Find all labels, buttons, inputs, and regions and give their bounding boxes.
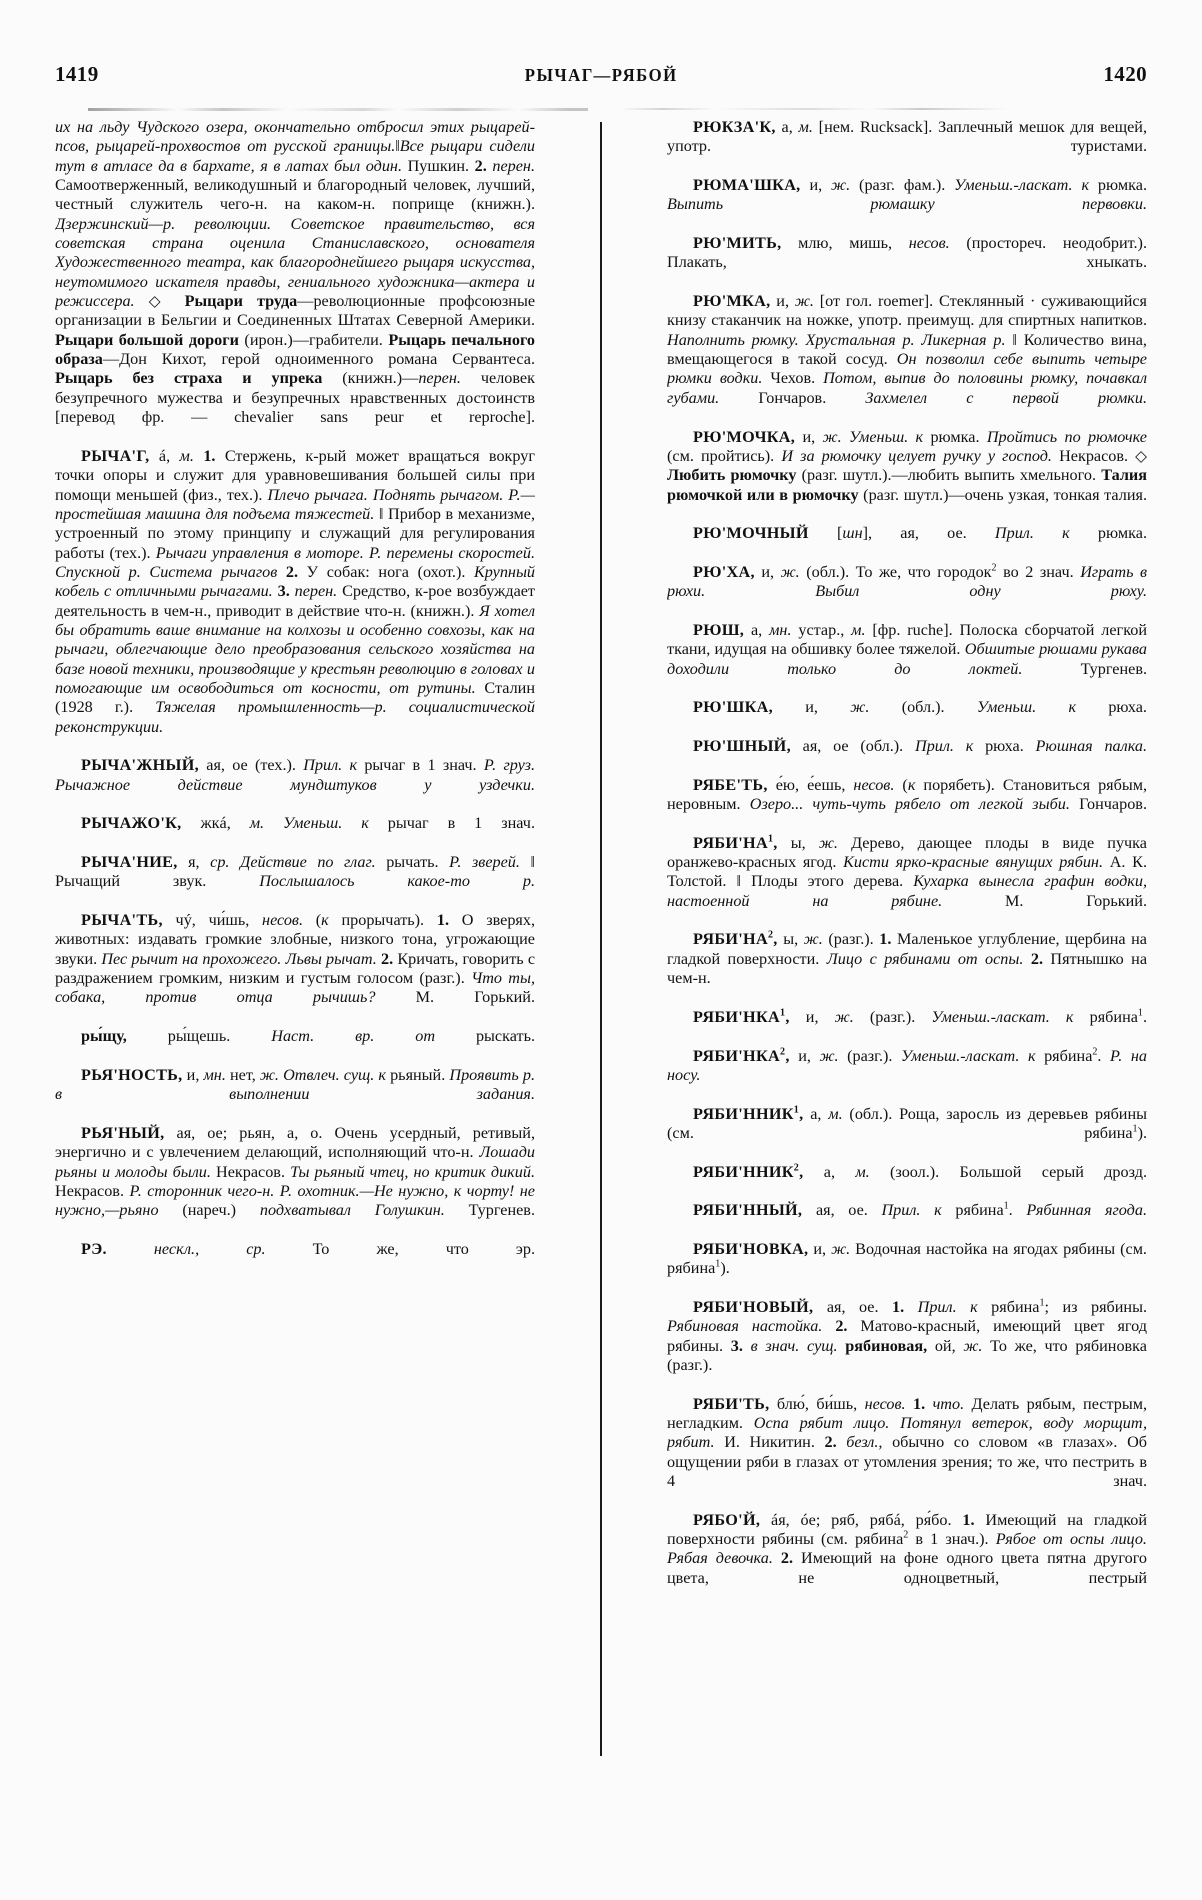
entry-ryabina2: $РЯБИ'НА^2$, ы, ж. (разг.). 1. Маленькое углубление, щербина на гладкой поверхности. Лицо с рябинами от оспы. 2. Пятнышко на чем-н. <box>667 930 1147 988</box>
scan-artifact-left <box>88 108 588 111</box>
page-body <box>55 118 1147 1838</box>
folio-right: 1420 <box>1103 62 1147 86</box>
entry-ryabina1: $РЯБИ'НА^1$, ы, ж. Дерево, дающее плоды в виде пучка оранжево-красных ягод. Кисти ярко-красные вянущих рябин. А. К. Толстой. ‖ Плоды этого дерева. Кухарка вынесла графин водки, настоенной на рябине. М. Горький. <box>667 833 1147 910</box>
entry-ryumashka: РЮМА'ШКА, и, ж. (разг. фам.). Уменьш.-ласкат. к рюмка. Выпить рюмашку первовки. <box>667 176 1147 214</box>
entry-ryushka: РЮ'ШКА, и, ж. (обл.). Уменьш. к рюха. <box>693 698 1147 717</box>
entry-ryabinovka: РЯБИ'НОВКА, и, ж. Водочная настойка на ягодах рябины (см. рябина$^1$). <box>667 1239 1147 1278</box>
entry-ryushnyj: РЮ'ШНЫЙ, ая, ое (обл.). Прил. к рюха. Рюшная палка. <box>693 737 1147 755</box>
entry-ryumka: РЮ'МКА, и, ж. [от гол. roemer]. Стеклянный · суживающийся книзу стаканчик на ножке, употр. преимущ. для спиртных напитков. Наполнить рюмку. Хрустальная р. Ликерная р. ‖ Количество вина, вмещающегося в такой сосуд. Он позволил себе выпить четыре рюмки водки. Чехов. Потом, выпив до половины рюмку, почавкал губами. Гончаров. Захмелел с первой рюмки. <box>667 292 1147 407</box>
entry-ryukzak: РЮКЗА'К, а, м. [нем. Rucksack]. Заплечный мешок для вещей, употр. туристами. <box>667 118 1147 156</box>
folio-left: 1419 <box>55 62 99 86</box>
entry-ryabinovyj: РЯБИ'НОВЫЙ, ая, ое. 1. Прил. к рябина$^1$; из рябины. Рябиновая настойка. 2. Матово-красный, имеющий цвет ягод рябины. 3. в знач. сущ. рябиновая, ой, ж. То же, что рябиновка (разг.). <box>667 1297 1147 1374</box>
left-column <box>55 118 535 1838</box>
right-column <box>667 118 1147 1838</box>
entry-ryabinka2: РЯБИ'НКА$^2$, и, ж. (разг.). Уменьш.-ласкат. к рябина$^2$. Р. на носу. <box>667 1046 1147 1084</box>
entry-ryukha: РЮ'ХА, и, ж. (обл.). То же, что городок$^2$ во 2 знач. Играть в рюхи. Выбил одну рюху. <box>667 562 1147 601</box>
entry-ryabinnik2: РЯБИ'ННИК$^2$, а, м. (зоол.). Большой серый дрозд. <box>693 1162 1147 1181</box>
entry-ryabinnik1: РЯБИ'ННИК$^1$, а, м. (обл.). Роща, заросль из деревьев рябины (см. рябина$^1$). <box>667 1104 1147 1142</box>
entry-ryaboj: РЯБО'Й, áя, óе; ряб, рябá, ря́бо. 1. Имеющий на гладкой поверхности рябины (см. рябина$^2$ в 1 знач.). Рябое от оспы лицо. Рябая девочка. 2. Имеющий на фоне одного цвета пятна другого цвета, не одноцветный, пестрый <box>667 1510 1147 1587</box>
entry-rychazhnyj: РЫЧА'ЖНЫЙ, ая, ое (тех.). Прил. к рычаг в 1 знач. Р. груз. Рычажное действие мундштуков у уздечки. <box>55 756 535 794</box>
column-divider-rule <box>600 122 602 1756</box>
entry-ryabet: РЯБЕ'ТЬ, е́ю, е́ешь, несов. (к порябеть). Становиться рябым, неровным. Озеро... чуть-чуть рябело от легкой зыби. Гончаров. <box>667 775 1147 814</box>
entry-ryanost: РЬЯ'НОСТЬ, и, мн. нет, ж. Отвлеч. сущ. к рьяный. Проявить р. в выполнении задания. <box>55 1065 535 1104</box>
page-header <box>55 62 1147 96</box>
rytsar-continuation: их на льду Чудского озера, окончательно отбросил этих рыцарей-псов, рыцарей-прохвостов от русской границы.‖Все рыцари сидели тут в атласе да в бархате, я в латах был один. Пушкин. 2. перен. Самоотверженный, великодушный и благородный человек, лучший, честный служитель чего-н. на каком-н. поприще (книжн.). Дзержинский—р. революции. Советское правительство, вся советская страна оценила Станиславского, основателя Художественного театра, как благороднейшего рыцаря искусства, неутомимого искателя правды, гениального художника—актера и режиссера. ◇ Рыцари труда—революционные профсоюзные организации в Бельгии и Соединенных Штатах Северной Америки. Рыцари большой дороги (ирон.)—грабители. Рыцарь печального образа—Дон Кихот, герой одноименного романа Сервантеса. Рыцарь без страха и упрека (книжн.)—перен. человек безупречного мужества и безупречных нравственных достоинств [перевод фр. — chevalier sans peur et reproche]. <box>55 118 535 427</box>
entry-re: РЭ. нескл., ср. То же, что эр. <box>81 1239 535 1258</box>
entry-ryumochka: РЮ'МОЧКА, и, ж. Уменьш. к рюмка. Пройтись по рюмочке (см. пройтись). И за рюмочку целует ручку у господ. Некрасов. ◇ Любить рюмочку (разг. шутл.).—любить выпить хмельного. Талия рюмочкой или в рюмочку (разг. шутл.)—очень узкая, тонкая талия. <box>667 427 1147 504</box>
entry-ryanyj: РЬЯ'НЫЙ, ая, ое; рьян, а, о. Очень усердный, ретивый, энергично и с увлечением делающий, исполняющий что-н. Лошади рьяны и молоды были. Некрасов. Ты рьяный чтец, но критик дикий. Некрасов. Р. сторонник чего-н. Р. охотник.—Не нужно, к чорту! не нужно,—рьяно (нареч.) подхватывал Голушкин. Тургенев. <box>55 1123 535 1220</box>
entry-ryush: РЮШ, а, мн. устар., м. [фр. ruche]. Полоска сборчатой легкой ткани, идущая на обшивку более тяжелой. Обшитые рюшами рукава доходили только до локтей. Тургенев. <box>667 620 1147 678</box>
column-gutter <box>535 118 667 1838</box>
entry-rychat: РЫЧА'ТЬ, чý, чи́шь, несов. (к прорычать). 1. О зверях, животных: издавать громкие злобные, низкого тона, угрожающие звуки. Пес рычит на прохожего. Львы рычат. 2. Кричать, говорить с раздражением громким, низким и густым голосом (разг.). Что ты, собака, против отца рычишь? М. Горький. <box>55 911 535 1007</box>
entry-ryabit: РЯБИ'ТЬ, блю́, би́шь, несов. 1. что. Делать рябым, пестрым, негладким. Оспа рябит лицо. Потянул ветерок, воду морщит, рябит. И. Никитин. 2. безл., обычно со словом «в глазах». Об ощущении ряби в глазах от утомления зрения; то же, что пестрить в 4 знач. <box>667 1394 1147 1491</box>
running-head: РЫЧАГ—РЯБОЙ <box>524 65 678 85</box>
entry-ryabinnyj: РЯБИ'ННЫЙ, ая, ое. Прил. к рябина$^1$. Рябинная ягода. <box>693 1200 1147 1220</box>
entry-ryumochnyj: РЮ'МОЧНЫЙ [шн], ая, ое. Прил. к рюмка. <box>693 524 1147 543</box>
entry-rychazhok: РЫЧАЖО'К, жкá, м. Уменьш. к рычаг в 1 знач. <box>81 814 535 833</box>
entry-ryumit: РЮ'МИТЬ, млю, мишь, несов. (простореч. неодобрит.). Плакать, хныкать. <box>667 234 1147 272</box>
entry-ryshchu: ры́щу, ры́щешь. Наст. вр. от рыскать. <box>81 1027 535 1046</box>
scan-artifact-right <box>620 108 1050 110</box>
entry-ryabinka1: РЯБИ'НКА$^1$, и, ж. (разг.). Уменьш.-ласкат. к рябина$^1$. <box>693 1007 1147 1026</box>
entry-rychanie: РЫЧА'НИЕ, я, ср. Действие по глаг. рычать. Р. зверей. ‖ Рычащий звук. Послышалось какое-то р. <box>55 853 535 891</box>
entry-rychag: РЫЧА'Г, á, м. 1. Стержень, к-рый может вращаться вокруг точки опоры и служит для уравновешивания большей силы при помощи меньшей (физ., тех.). Плечо рычага. Поднять рычагом. Р.—простейшая машина для подъема тяжестей. ‖ Прибор в механизме, устроенный по этому принципу и служащий для регулирования работы (тех.). Рычаги управления в моторе. Р. перемены скоростей. Спускной р. Система рычагов 2. У собак: нога (охот.). Крупный кобель с отличными рычагами. 3. перен. Средство, к-рое возбуждает деятельность в чем-н., приводит в действие что-н. (книжн.). Я хотел бы обратить ваше внимание на колхозы и особенно совхозы, как на рычаги, облегчающие дело преобразования сельского хозяйства на базе новой техники, производящие у крестьян революцию в головах и помогающие им освободиться от косности, от рутины. Сталин (1928 г.). Тяжелая промышленность—р. социалистической реконструкции. <box>55 446 535 736</box>
